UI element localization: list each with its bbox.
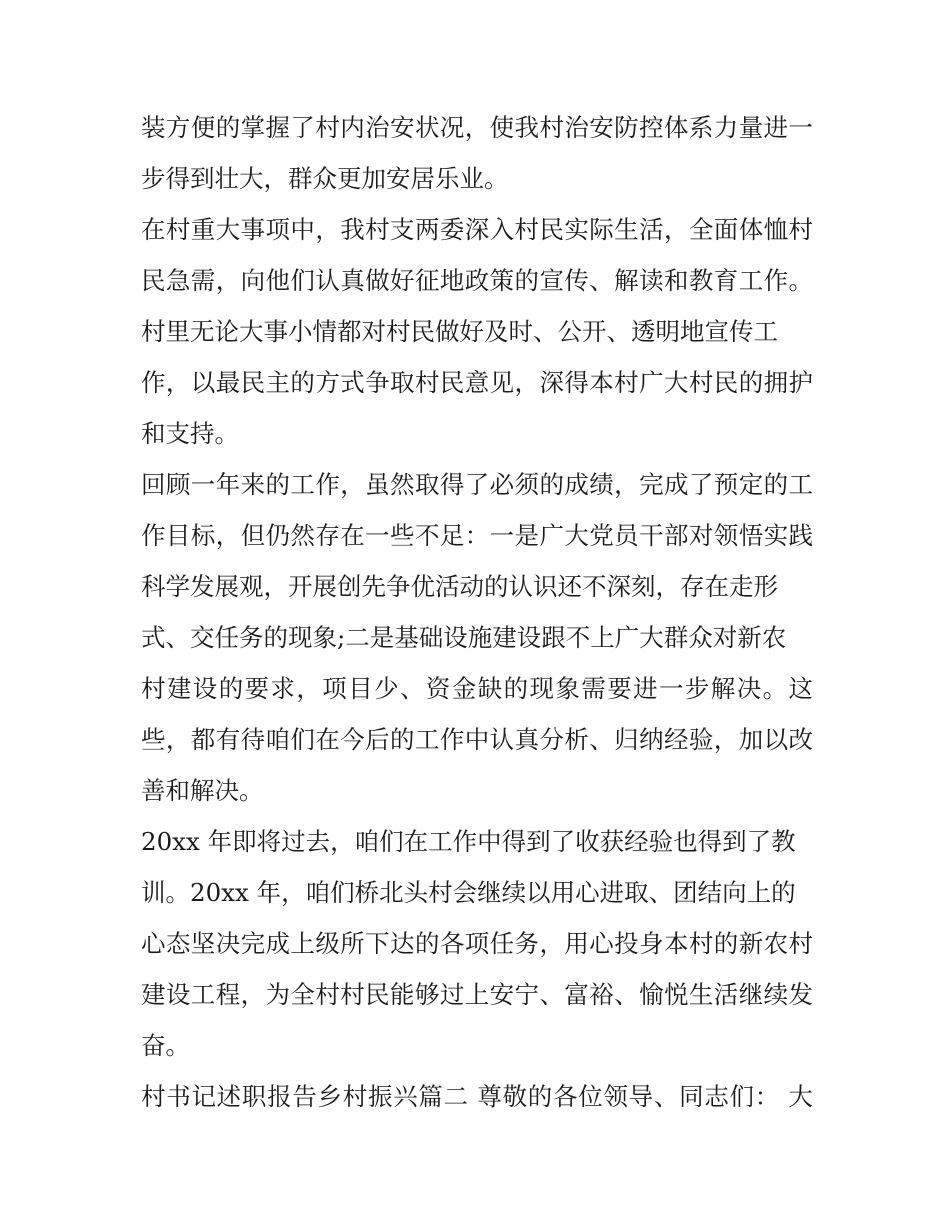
text-line: 装方便的掌握了村内治安状况，使我村治安防控体系力量进一 — [141, 113, 813, 142]
text-line: 在村重大事项中，我村支两委深入村民实际生活，全面体恤村 — [141, 215, 813, 244]
text-line: 村书记述职报告乡村振兴篇二 尊敬的各位领导、同志们： 大 — [141, 1082, 813, 1111]
text-line: 心态坚决完成上级所下达的各项任务，用心投身本村的新农村 — [141, 929, 813, 958]
text-line: 作目标，但仍然存在一些不足：一是广大党员干部对领悟实践 — [141, 521, 813, 550]
text-line: 作，以最民主的方式争取村民意见，深得本村广大村民的拥护 — [141, 368, 813, 397]
text-line: 科学发展观，开展创先争优活动的认识还不深刻，存在走形 — [141, 572, 778, 601]
text-line: 式、交任务的现象;二是基础设施建设跟不上广大群众对新农 — [141, 623, 787, 652]
text-line: 奋。 — [141, 1031, 190, 1060]
text-line: 村建设的要求，项目少、资金缺的现象需要进一步解决。这 — [141, 674, 813, 703]
text-line: 步得到壮大，群众更加安居乐业。 — [141, 164, 509, 193]
text-line: 训。20xx 年，咱们桥北头村会继续以用心进取、团结向上的 — [141, 878, 796, 907]
text-line: 些，都有待咱们在今后的工作中认真分析、归纳经验，加以改 — [141, 725, 813, 754]
text-line: 善和解决。 — [141, 776, 264, 805]
text-line: 20xx 年即将过去，咱们在工作中得到了收获经验也得到了教 — [141, 827, 796, 856]
text-line: 和支持。 — [141, 419, 239, 448]
text-line: 建设工程，为全村村民能够过上安宁、富裕、愉悦生活继续发 — [141, 980, 813, 1009]
text-line: 民急需，向他们认真做好征地政策的宣传、解读和教育工作。 — [141, 266, 813, 295]
text-line: 村里无论大事小情都对村民做好及时、公开、透明地宣传工 — [141, 317, 778, 346]
text-line: 回顾一年来的工作，虽然取得了必须的成绩，完成了预定的工 — [141, 470, 813, 499]
document-body — [141, 102, 813, 1122]
